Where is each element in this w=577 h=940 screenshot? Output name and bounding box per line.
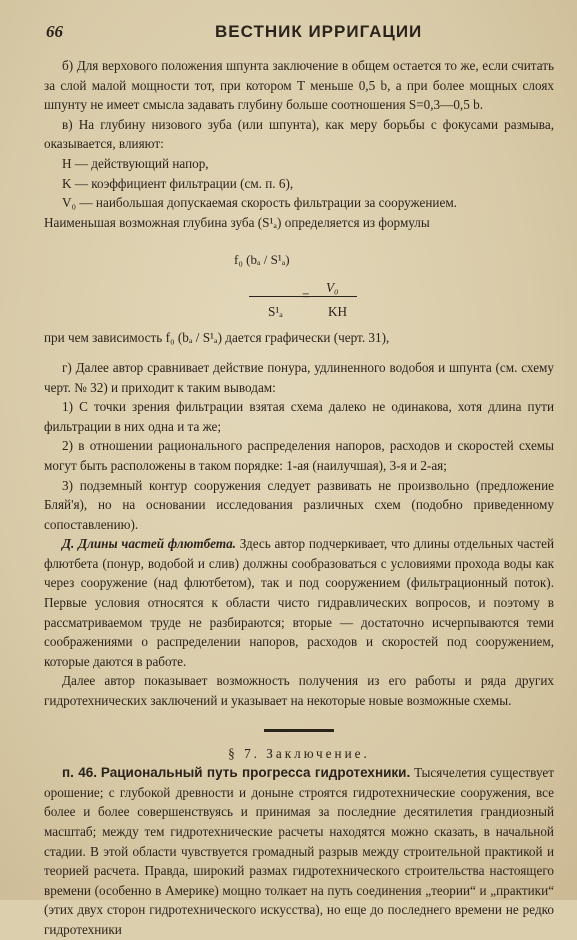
conclusion-1: 1) С точки зрения фильтрации взятая схема далеко не одинакова, хотя длина пути фильтрации в них одна и та же; bbox=[44, 399, 554, 434]
page-number: 66 bbox=[46, 22, 63, 41]
formula-left: f₀ (bₐ / S¹ₐ) bbox=[234, 252, 290, 268]
formula-equals: = bbox=[302, 288, 310, 304]
paragraph-d-heading: Д. Длины частей флютбета. bbox=[62, 536, 236, 552]
paragraph-46-title: Рациональный путь прогресса гидротехники. bbox=[100, 765, 411, 781]
min-depth-line: Наименьшая возможная глубина зуба (S¹ₐ) определяется из формулы bbox=[44, 214, 430, 230]
journal-title: ВЕСТНИК ИРРИГАЦИИ bbox=[215, 22, 423, 41]
list-item-k: K — коэффициент фильтрации (см. п. 6), bbox=[62, 175, 294, 191]
paragraph-further: Далее автор показывает возможность получения из его работы и ряда других гидротехнических заключений и указывает на некоторые новые возможные схемы. bbox=[44, 673, 554, 709]
conclusion-3: 3) подземный контур сооружения следует развивать не произвольно (предложение Бляй'я), но на основании исследования различных схем (подобно приведенному сопоставлению). bbox=[44, 477, 554, 532]
conclusion-2: 2) в отношении рационального распределения напоров, расходов и скоростей схемы могут быть расположены в таком порядке: 1-ая (наилучшая), 3-я и 2-ая; bbox=[44, 438, 554, 473]
paragraph-d: Здесь автор подчеркивает, что длины отдельных частей флютбета (понур, водобой и слив) должны сообразоваться с условиями прохода воды как через сооружение (над флютбетом), так и под сооружением (фильтрационный поток). Первые условия относятся к области чисто гидравлических вопросов, и поэтому в рассматриваемом труде не разбираются; вторые — достаточно исчерпываются теми соображениями о распределении напоров, расходов и скоростей под сооружением, которые даются в работе. bbox=[44, 536, 555, 669]
list-item-h: H — действующий напор, bbox=[62, 155, 209, 171]
formula-den-right: KH bbox=[328, 304, 348, 320]
section-divider bbox=[264, 729, 334, 732]
section-heading: § 7. Заключение. bbox=[228, 745, 370, 761]
formula-den-left: S¹ₐ bbox=[268, 304, 283, 320]
paragraph-46-text: Тысячелетия существует орошение; с глубокой древности и доныне строятся гидротехнические сооружения, все более и более совершенствуясь и принимая за последние десятилетия грандиозный масштаб; между тем гидротехнические расчеты находятся можно сказать, в начальной стадии. В этой области чувствуется громадный разрыв между строительной практикой и теорией расчета. Правда, широкий размах гидротехнического строительства настоящего времени (особенно в Америке) мощно толкает на путь соединения „теории“ и „практики“ (этих двух сторон гидротехнического искусства), но еще до последнего времени не редко гидротехники bbox=[44, 765, 554, 937]
page-header bbox=[0, 18, 577, 48]
list-item-v: V₀ — наибольшая допускаемая скорость фильтрации за сооружением. bbox=[62, 195, 457, 211]
formula bbox=[44, 232, 554, 328]
body-text bbox=[44, 56, 554, 940]
paragraph-g: г) Далее автор сравнивает действие понура, удлиненного водобоя и шпунта (см. схему черт. № 32) и приходит к таким выводам: bbox=[44, 359, 554, 395]
paragraph-46-number: п. 46. bbox=[62, 765, 98, 781]
paragraph-b: б) Для верхового положения шпунта заключение в общем остается то же, если считать за слой малой мощности тот, при котором T меньше 0,5 b, а при более мощных слоях шпунту не имеет смысла задавать глубину больше соотношения S=0,3—0,5 b. bbox=[44, 58, 554, 113]
dependency-line: при чем зависимость f₀ (bₐ / S¹ₐ) дается графически (черт. 31), bbox=[44, 330, 390, 346]
paragraph-v: в) На глубину низового зуба (или шпунта), как меру борьбы с фокусами размыва, оказывается, влияют: bbox=[44, 116, 554, 152]
formula-num-right: V₀ bbox=[326, 280, 339, 296]
